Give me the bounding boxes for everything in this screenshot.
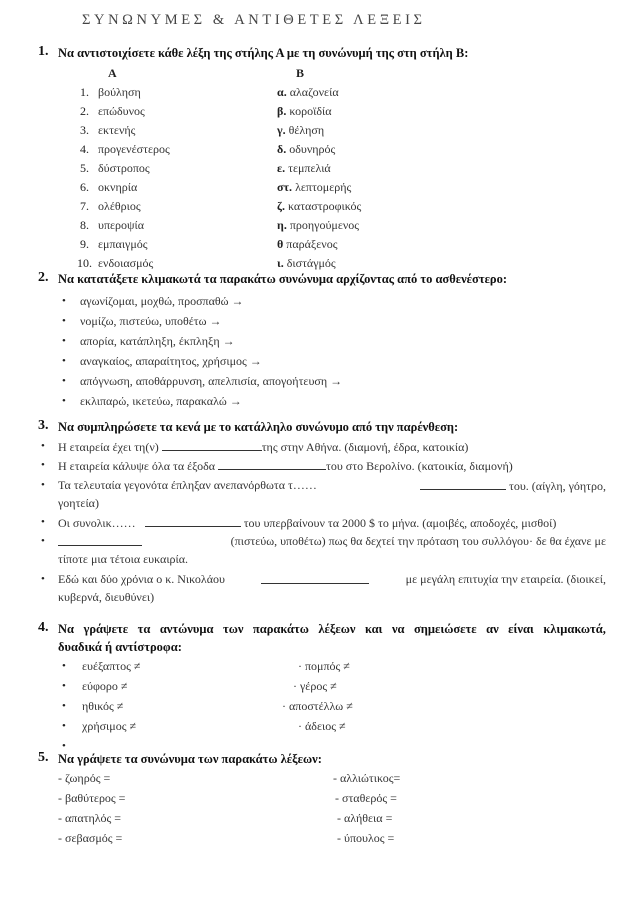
list-item-letter: ε.	[277, 161, 286, 175]
list-item-number: 9.	[80, 237, 89, 251]
q3-s1-end: της στην Αθήνα. (διαμονή, έδρα, κατοικία)	[261, 440, 469, 454]
bullet: •	[41, 479, 45, 491]
list-item-number: 7.	[80, 199, 89, 213]
list-item-word: τεμπελιά	[288, 161, 331, 175]
q3-blank-1[interactable]	[162, 439, 262, 451]
q4-text-line-2: δυαδικά ή αντίστροφα:	[58, 640, 182, 654]
list-item-letter: β.	[277, 104, 287, 118]
q4-heading-word: παρακάτω	[252, 622, 309, 636]
q3-sentence-2	[58, 458, 513, 474]
q3-s6-start: Εδώ και δύο χρόνια ο κ. Νικολάου	[58, 572, 225, 586]
bullet: •	[41, 516, 45, 528]
list-item-letter: ζ.	[277, 199, 285, 213]
q3-sentence-5	[58, 534, 606, 549]
q5-left-word: - απατηλός =	[58, 811, 122, 825]
q4-heading-word: αντώνυμα	[159, 622, 214, 636]
q3-s2-start: Η εταιρεία κάλυψε όλα τα έξοδα	[58, 459, 216, 473]
bullet: •	[62, 315, 66, 327]
q1-column-a-header: Α	[108, 66, 117, 80]
list-item-word: εμπαιγμός	[98, 237, 148, 251]
q4-heading-word: κλιμακωτά,	[543, 622, 606, 636]
q3-s4-start: Οι συνολικ……	[58, 516, 136, 530]
q5-right-word: - σταθερός =	[335, 791, 397, 805]
q3-sentence-5-continued: τίποτε μια τέτοια ευκαιρία.	[58, 552, 189, 566]
q5-left-word: - ζωηρός =	[58, 771, 111, 785]
q5-right-word: - αλήθεια =	[337, 811, 393, 825]
list-item	[277, 123, 324, 138]
list-item	[277, 237, 337, 252]
list-item-word: οκνηρία	[98, 180, 138, 194]
q4-heading-word: Να	[58, 622, 75, 636]
list-item	[277, 180, 351, 195]
list-item	[277, 218, 359, 233]
q3-s1-start: Η εταιρεία έχει τη(ν)	[58, 440, 159, 454]
bullet: •	[62, 740, 66, 752]
list-item-letter: θ	[277, 237, 284, 251]
q4-number: 4.	[38, 620, 49, 635]
q3-sentence-3	[58, 478, 606, 494]
bullet: •	[62, 335, 66, 347]
q4-heading-word: είναι	[508, 622, 534, 636]
q3-sentence-3-continued: γοητεία)	[58, 496, 99, 510]
list-item-letter: στ.	[277, 180, 293, 194]
q4-heading-word: γράψετε	[83, 622, 129, 636]
list-item-number: 10.	[77, 256, 92, 270]
q4-right-word: · γέρος ≠	[293, 679, 337, 693]
bullet-item: αναγκαίος, απαραίτητος, χρήσιμος →	[80, 354, 262, 368]
bullet: •	[62, 660, 66, 672]
list-item	[277, 142, 335, 157]
list-item-letter: α.	[277, 85, 287, 99]
q3-blank-4[interactable]	[145, 515, 241, 527]
q3-sentence-6	[58, 572, 606, 587]
q4-heading-word: και	[365, 622, 383, 636]
bullet-item: εκλιπαρώ, ικετεύω, παρακαλώ →	[80, 394, 242, 408]
q3-s6-end: με μεγάλη επιτυχία την εταιρεία. (διοικεί,	[405, 572, 606, 586]
bullet: •	[62, 395, 66, 407]
list-item-word: παράξενος	[286, 237, 338, 251]
list-item-word: υπεροψία	[98, 218, 145, 232]
q4-left-word: χρήσιμος ≠	[82, 719, 137, 733]
list-item-number: 3.	[80, 123, 89, 137]
q4-left-word: ηθικός ≠	[82, 699, 124, 713]
q1-text: Να αντιστοιχίσετε κάθε λέξη της στήλης Α με τη συνώνυμή της στη στήλη Β:	[58, 46, 469, 60]
list-item-word: επώδυνος	[98, 104, 145, 118]
bullet: •	[62, 355, 66, 367]
bullet: •	[41, 573, 45, 585]
list-item-word: διστάγμός	[286, 256, 336, 270]
list-item-number: 4.	[80, 142, 89, 156]
q2-text: Να κατατάξετε κλιμακωτά τα παρακάτω συνώνυμα αρχίζοντας από το ασθενέστερο:	[58, 272, 508, 286]
bullet-item: απορία, κατάπληξη, έκπληξη →	[80, 334, 235, 348]
bullet: •	[41, 535, 45, 547]
bullet: •	[62, 720, 66, 732]
q3-sentence-1	[58, 439, 468, 455]
q4-heading-word: λέξεων	[318, 622, 356, 636]
list-item	[277, 161, 331, 176]
q3-text: Να συμπληρώσετε τα κενά με το κατάλληλο συνώνυμο από την παρένθεση:	[58, 420, 459, 434]
q1-column-b-header: Β	[296, 66, 305, 80]
q3-s3-end: του. (αίγλη, γόητρο,	[509, 479, 606, 493]
bullet: •	[41, 440, 45, 452]
q5-left-word: - σεβασμός =	[58, 831, 123, 845]
bullet-item: νομίζω, πιστεύω, υποθέτω →	[80, 314, 222, 328]
q4-heading-word: αν	[486, 622, 499, 636]
q3-s5-end: (πιστεύω, υποθέτω) πως θα δεχτεί την πρόταση του συλλόγου· δε θα έχανε με	[230, 534, 606, 548]
list-item-number: 5.	[80, 161, 89, 175]
list-item-number: 8.	[80, 218, 89, 232]
q3-sentence-6-continued: κυβερνά, διευθύνει)	[58, 590, 155, 604]
q3-s3-start: Τα τελευταία γεγονότα έπληξαν ανεπανόρθωτα τ……	[58, 478, 317, 492]
bullet: •	[62, 680, 66, 692]
bullet: •	[41, 459, 45, 471]
list-item-word: κοροϊδία	[289, 104, 332, 118]
list-item-letter: δ.	[277, 142, 287, 156]
q5-left-word: - βαθύτερος =	[58, 791, 126, 805]
q4-right-word: · αποστέλλω ≠	[282, 699, 353, 713]
q3-blank-3[interactable]	[420, 478, 506, 490]
q5-text: Να γράψετε τα συνώνυμα των παρακάτω λέξεων:	[58, 752, 322, 766]
q4-left-word: ευέξαπτος ≠	[82, 659, 141, 673]
q4-heading-word: να	[391, 622, 405, 636]
q3-blank-2[interactable]	[218, 458, 326, 470]
q3-s2-end: του στο Βερολίνο. (κατοικία, διαμονή)	[326, 459, 513, 473]
list-item-number: 2.	[80, 104, 89, 118]
list-item-number: 6.	[80, 180, 89, 194]
q4-right-word: · άδειος ≠	[298, 719, 346, 733]
list-item-word: καταστροφικός	[287, 199, 362, 213]
bullet-item: απόγνωση, αποθάρρυνση, απελπισία, απογοήτευση →	[80, 374, 343, 388]
list-item-letter: γ.	[277, 123, 286, 137]
list-item-word: εκτενής	[98, 123, 136, 137]
q4-heading-word: των	[222, 622, 244, 636]
list-item-word: βούληση	[98, 85, 141, 99]
bullet: •	[62, 295, 66, 307]
list-item-word: ολέθριος	[98, 199, 141, 213]
q4-heading-word: τα	[137, 622, 151, 636]
list-item-word: ενδοιασμός	[98, 256, 154, 270]
list-item-letter: η.	[277, 218, 287, 232]
list-item-word: δύστροπος	[98, 161, 150, 175]
list-item	[277, 199, 361, 214]
q4-heading-word: σημειώσετε	[414, 622, 477, 636]
bullet: •	[62, 700, 66, 712]
list-item-word: αλαζονεία	[289, 85, 339, 99]
q3-blank-5[interactable]	[58, 534, 142, 546]
list-item	[277, 256, 336, 271]
bullet: •	[62, 375, 66, 387]
q5-right-word: - αλλιώτικος=	[333, 771, 401, 785]
list-item	[277, 85, 339, 100]
q3-sentence-4	[58, 515, 556, 531]
q5-number: 5.	[38, 750, 49, 765]
q3-number: 3.	[38, 418, 49, 433]
list-item-word: προγενέστερος	[98, 142, 170, 156]
bullet-item: αγωνίζομαι, μοχθώ, προσπαθώ →	[80, 294, 244, 308]
list-item-word: λεπτομερής	[295, 180, 352, 194]
list-item-number: 1.	[80, 85, 89, 99]
list-item-word: προηγούμενος	[289, 218, 360, 232]
q1-number: 1.	[38, 44, 49, 59]
page-title: ΣΥΝΩΝΥΜΕΣ & ΑΝΤΙΘΕΤΕΣ ΛΕΞΕΙΣ	[82, 12, 426, 28]
q3-s4-end: του υπερβαίνουν τα 2000 $ το μήνα. (αμοιβές, αποδοχές, μισθοί)	[243, 516, 557, 530]
q4-right-word: · πομπός ≠	[298, 659, 350, 673]
q2-number: 2.	[38, 270, 49, 285]
list-item-word: θέληση	[288, 123, 325, 137]
list-item	[277, 104, 332, 119]
list-item-letter: ι.	[277, 256, 284, 270]
list-item-word: οδυνηρός	[289, 142, 336, 156]
q5-right-word: - ύπουλος =	[337, 831, 395, 845]
q3-blank-6[interactable]	[261, 572, 369, 584]
q4-left-word: εύφορο ≠	[82, 679, 128, 693]
q4-text-line-1	[58, 622, 606, 637]
